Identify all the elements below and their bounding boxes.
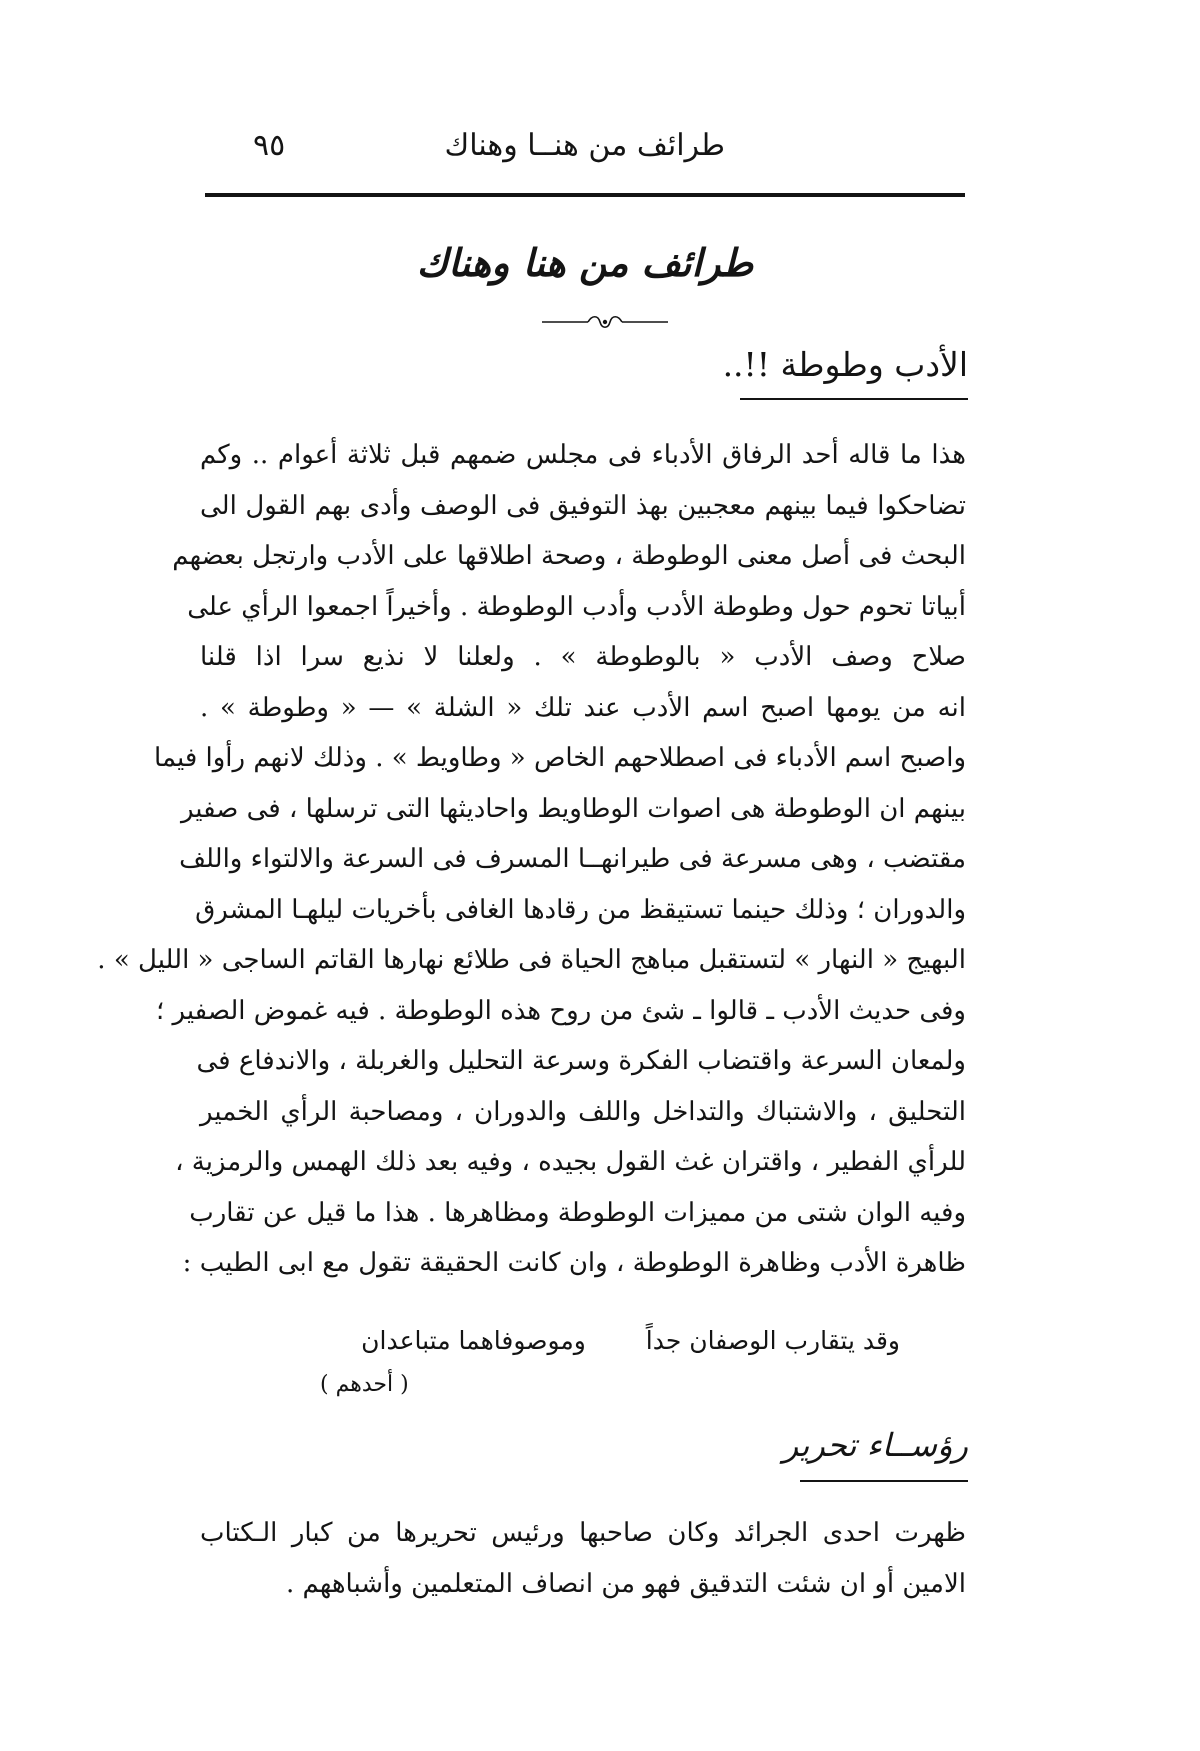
text-line: للرأي الفطير ، واقتران غث القول بجيده ، وفيه بعد ذلك الهمس والرمزية ،: [175, 1147, 966, 1177]
text-line: والدوران ؛ وذلك حينما تستيقظ من رقادها الغافى بأخريات ليلهـا المشرق: [195, 894, 966, 925]
text-line: البحث فى أصل معنى الوطوطة ، وصحة اطلاقها على الأدب وارتجل بعضهم: [172, 541, 966, 571]
verse-first-hemistich: وقد يتقارب الوصفان جداً: [645, 1326, 900, 1355]
text-line: صلاح وصف الأدب « بالوطوطة » . ولعلنا لا نذيع سرا اذا قلنا: [200, 642, 966, 672]
section-heading: الأدب وطوطة !!..: [722, 345, 968, 384]
text-line: ظهرت احدى الجرائد وكان صاحبها ورئيس تحريرها من كبار الـكتاب: [200, 1518, 966, 1548]
body-text: [200, 1508, 966, 1609]
text-line: بينهم ان الوطوطة هى اصوات الوطاويط واحاديثها التى ترسلها ، فى صفير: [180, 793, 966, 824]
body-text: [97, 430, 966, 1289]
text-line: وفيه الوان شتى من مميزات الوطوطة ومظاهرها . هذا ما قيل عن تقارب: [189, 1197, 966, 1228]
article-title: طرائف من هنا وهناك: [416, 240, 754, 285]
header-rule: [205, 193, 965, 197]
running-title: طرائف من هنــا وهناك: [444, 128, 725, 163]
verse-second-hemistich: وموصوفاهما متباعدان: [361, 1326, 586, 1355]
poetry-verse: [260, 1326, 900, 1366]
text-line: الامين أو ان شئت التدقيق فهو من انصاف المتعلمين وأشباههم .: [286, 1568, 966, 1599]
section-heading-underline: [740, 398, 968, 400]
section-heading: رؤســاء تحرير: [782, 1426, 968, 1464]
running-header: [205, 128, 965, 178]
text-line: ولمعان السرعة واقتضاب الفكرة وسرعة التحليل والغربلة ، والاندفاع فى: [196, 1046, 966, 1076]
text-line: انه من يومها اصبح اسم الأدب عند تلك « الشلة » — « وطوطة » .: [200, 692, 966, 723]
page-number: ٩٥: [253, 128, 286, 163]
text-line: مقتضب ، وهى مسرعة فى طيرانهــا المسرف فى السرعة والالتواء واللف: [179, 844, 966, 874]
text-line: البهيج « النهار » لتستقبل مباهج الحياة فى طلائع نهارها القاتم الساجى « الليل » .: [97, 945, 966, 975]
text-line: أبياتا تحوم حول وطوطة الأدب وأدب الوطوطة . وأخيراً اجمعوا الرأي على: [187, 591, 966, 622]
text-line: التحليق ، والاشتباك والتداخل واللف والدوران ، ومصاحبة الرأي الخمير: [200, 1096, 966, 1127]
text-line: تضاحكوا فيما بينهم معجبين بهذ التوفيق فى الوصف وأدى بهم القول الى: [200, 490, 966, 521]
text-line: هذا ما قاله أحد الرفاق الأدباء فى مجلس ضمهم قبل ثلاثة أعوام .. وكم: [200, 440, 966, 470]
text-line: ظاهرة الأدب وظاهرة الوطوطة ، وان كانت الحقيقة تقول مع ابى الطيب :: [182, 1248, 966, 1278]
verse-attribution: ( أحدهم ): [320, 1372, 409, 1397]
section-heading-underline: [800, 1480, 968, 1482]
title-ornament: [540, 312, 670, 332]
text-line: وفى حديث الأدب ـ قالوا ـ شئ من روح هذه الوطوطة . فيه غموض الصفير ؛: [155, 995, 966, 1026]
text-line: واصبح اسم الأدباء فى اصطلاحهم الخاص « وطاويط » . وذلك لانهم رأوا فيما: [154, 743, 966, 773]
